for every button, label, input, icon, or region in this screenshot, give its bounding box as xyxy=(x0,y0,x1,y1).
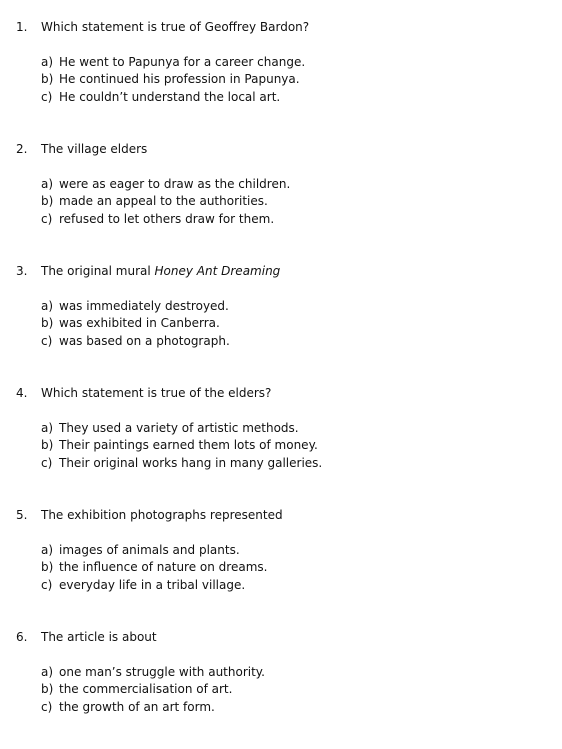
option-c: c) Their original works hang in many galleries. xyxy=(41,456,323,470)
question-stem: The article is about xyxy=(41,630,157,644)
option-c: c) was based on a photograph. xyxy=(41,334,230,348)
option-c: c) He couldn’t understand the local art. xyxy=(41,90,281,104)
question-number: 1. xyxy=(16,20,28,34)
option-a: a) one man’s struggle with authority. xyxy=(41,665,265,679)
question-stem: Which statement is true of the elders? xyxy=(41,386,272,400)
option-a: a) They used a variety of artistic methods. xyxy=(41,421,299,435)
option-a: a) images of animals and plants. xyxy=(41,543,240,557)
question-stem: The exhibition photographs represented xyxy=(41,508,283,522)
question-stem: Which statement is true of Geoffrey Bardon? xyxy=(41,20,310,34)
question-number: 6. xyxy=(16,630,28,644)
question-stem: The original mural Honey Ant Dreaming xyxy=(41,264,281,278)
option-a: a) was immediately destroyed. xyxy=(41,299,229,313)
option-b: b) the commercialisation of art. xyxy=(41,682,233,696)
option-a: a) were as eager to draw as the children. xyxy=(41,177,291,191)
option-b: b) the influence of nature on dreams. xyxy=(41,560,268,574)
option-b: b) made an appeal to the authorities. xyxy=(41,194,268,208)
option-a: a) He went to Papunya for a career change. xyxy=(41,55,306,69)
option-c: c) everyday life in a tribal village. xyxy=(41,578,246,592)
option-c: c) the growth of an art form. xyxy=(41,700,215,714)
option-b: b) was exhibited in Canberra. xyxy=(41,316,220,330)
question-number: 2. xyxy=(16,142,28,156)
question-number: 5. xyxy=(16,508,28,522)
option-b: b) Their paintings earned them lots of money. xyxy=(41,438,318,452)
option-c: c) refused to let others draw for them. xyxy=(41,212,275,226)
question-number: 4. xyxy=(16,386,28,400)
question-number: 3. xyxy=(16,264,28,278)
option-b: b) He continued his profession in Papunya. xyxy=(41,72,300,86)
mural-title: Honey Ant Dreaming xyxy=(154,264,281,278)
question-stem: The village elders xyxy=(41,142,148,156)
